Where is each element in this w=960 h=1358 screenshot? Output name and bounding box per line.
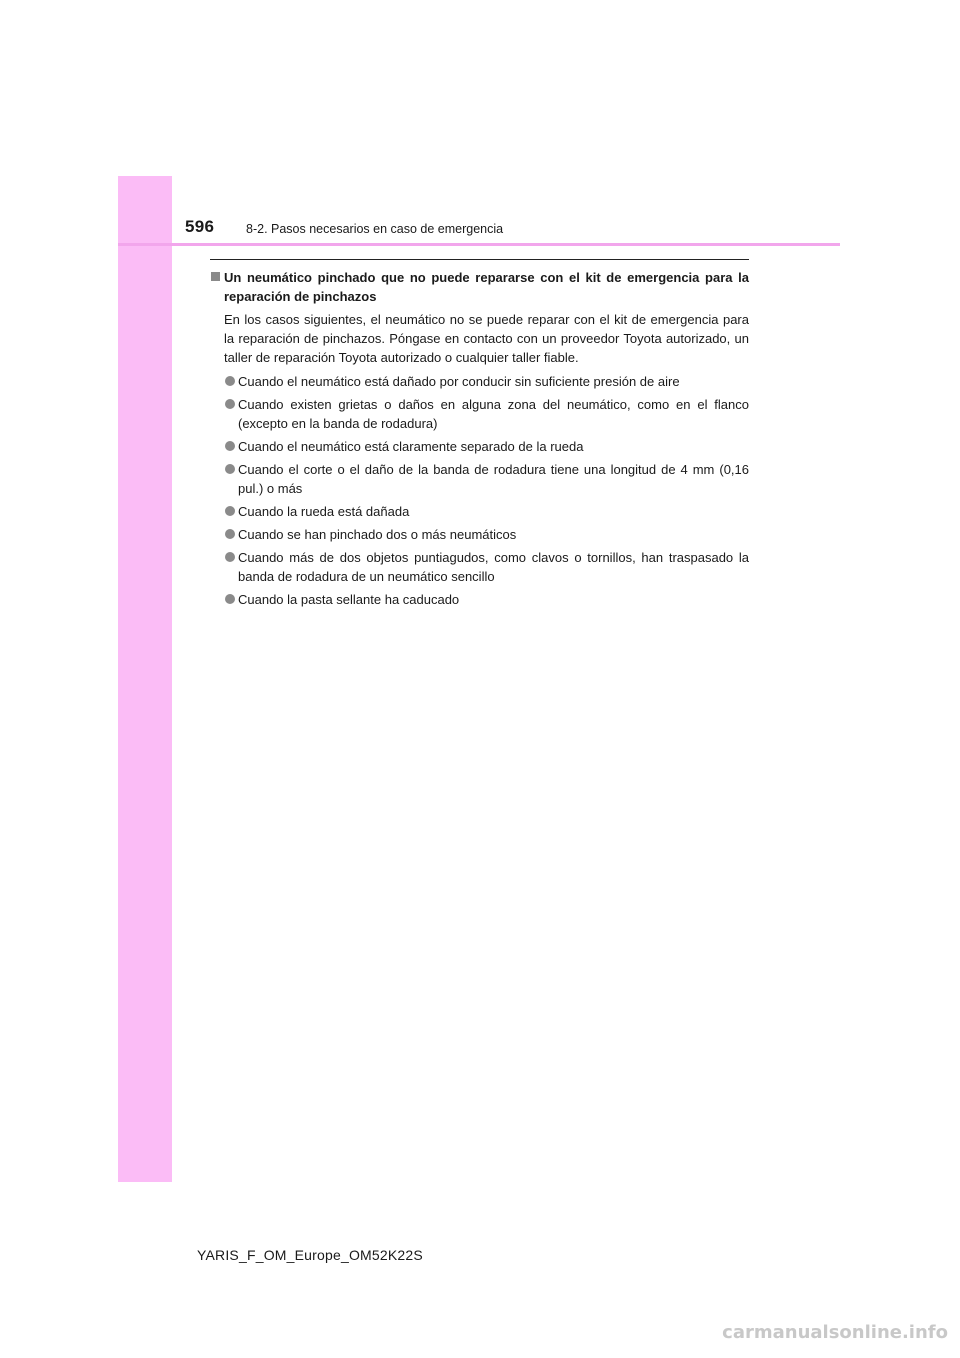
list-item: [211, 548, 749, 586]
list-item-text: Cuando el neumático está claramente separado de la rueda: [238, 439, 584, 454]
page-number: 596: [185, 217, 215, 236]
list-item: [211, 460, 749, 498]
subsection-heading-text: Un neumático pinchado que no puede repararse con el kit de emergencia para la reparación de pinchazos: [224, 270, 749, 304]
document-code: YARIS_F_OM_Europe_OM52K22S: [197, 1247, 423, 1263]
bullet-list: [211, 372, 749, 609]
list-item: [211, 525, 749, 544]
circle-bullet-icon: [225, 594, 235, 604]
subsection-heading: [211, 268, 749, 306]
list-item-text: Cuando la pasta sellante ha caducado: [238, 592, 460, 607]
watermark: carmanualsonline.info: [722, 1322, 948, 1343]
list-item-text: Cuando el neumático está dañado por conducir sin suficiente presión de aire: [238, 374, 680, 389]
list-item-text: Cuando más de dos objetos puntiagudos, como clavos o tornillos, han traspasado la banda de rodadura de un neumático sencillo: [238, 550, 749, 584]
list-item: [211, 502, 749, 521]
header-rule: [118, 243, 840, 246]
content-divider: [210, 259, 749, 260]
list-item-text: Cuando existen grietas o daños en alguna zona del neumático, como en el flanco (excepto en la banda de rodadura): [238, 397, 749, 431]
list-item: [211, 372, 749, 391]
content-block: [211, 268, 749, 613]
list-item: [211, 590, 749, 609]
intro-paragraph: En los casos siguientes, el neumático no se puede reparar con el kit de emergencia para la reparación de pinchazos. Póngase en contacto con un proveedor Toyota autorizado, un taller de reparación Toyota autorizado o cualquier taller fiable.: [224, 312, 749, 365]
list-item: [211, 437, 749, 456]
circle-bullet-icon: [225, 376, 235, 386]
list-item: [211, 395, 749, 433]
list-item-text: Cuando se han pinchado dos o más neumáticos: [238, 527, 517, 542]
circle-bullet-icon: [225, 529, 235, 539]
circle-bullet-icon: [225, 506, 235, 516]
circle-bullet-icon: [225, 552, 235, 562]
circle-bullet-icon: [225, 441, 235, 451]
side-color-band: [118, 176, 172, 1182]
circle-bullet-icon: [225, 399, 235, 409]
list-item-text: Cuando la rueda está dañada: [238, 504, 410, 519]
list-item-text: Cuando el corte o el daño de la banda de rodadura tiene una longitud de 4 mm (0,16 pul.) o más: [238, 462, 749, 496]
circle-bullet-icon: [225, 464, 235, 474]
square-bullet-icon: [211, 272, 220, 281]
section-title: 8-2. Pasos necesarios en caso de emergencia: [246, 222, 504, 236]
